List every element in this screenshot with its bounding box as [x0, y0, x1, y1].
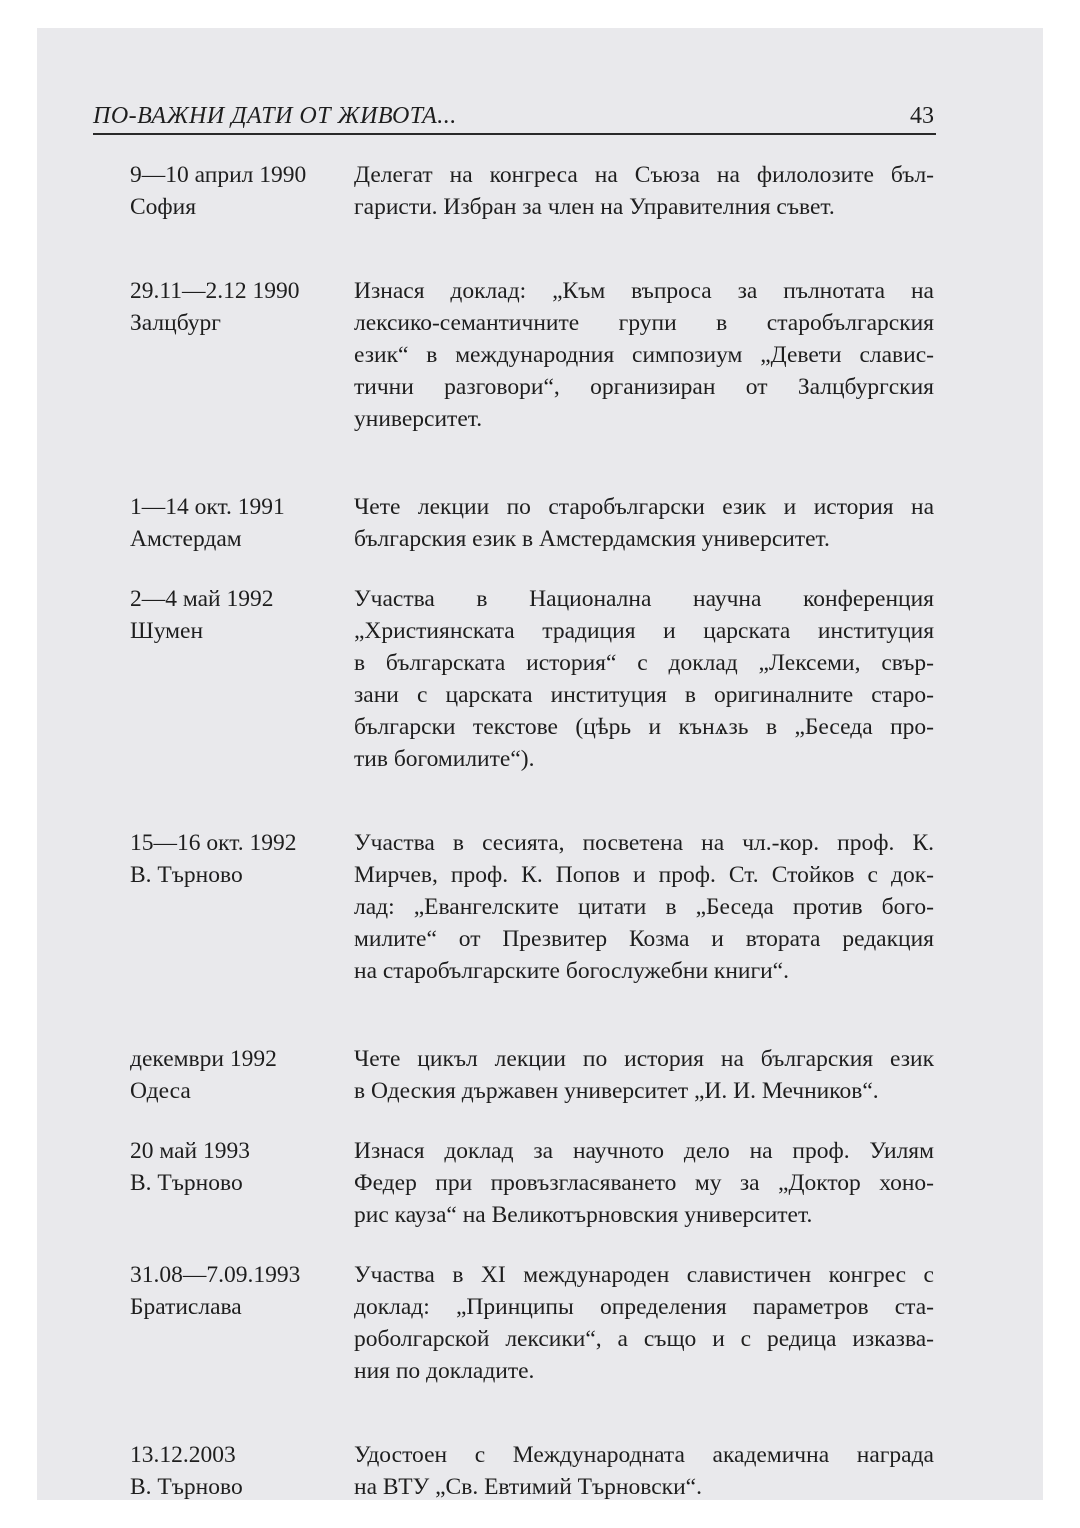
entry-place: В. Търново	[130, 862, 243, 888]
description-line: рис кауза“ на Великотърновския университет.	[354, 1202, 813, 1228]
chronology-entry	[130, 491, 936, 555]
description-line: ния по докладите.	[354, 1358, 535, 1384]
entry-place: Амстердам	[130, 526, 242, 552]
entry-description	[354, 1439, 934, 1503]
entry-place: Залцбург	[130, 310, 221, 336]
running-title: ПО-ВАЖНИ ДАТИ ОТ ЖИВОТА...	[93, 103, 457, 129]
description-line: Мирчев, проф. К. Попов и проф. Ст. Стойков с док-	[354, 862, 934, 888]
description-line: тив богомилите“).	[354, 746, 535, 772]
chronology-entry	[130, 827, 936, 987]
description-line: Участва в XI международен славистичен конгрес с	[354, 1262, 934, 1288]
entry-date-place	[130, 583, 340, 647]
description-line: доклад: „Принципы определения параметров ста-	[354, 1294, 934, 1320]
entry-description	[354, 491, 934, 555]
entry-date: 1—14 окт. 1991	[130, 494, 285, 520]
chronology-entry	[130, 275, 936, 435]
description-line: роболгарской лексики“, а също и с редица изказва-	[354, 1326, 934, 1352]
entry-date-place	[130, 1259, 340, 1323]
entry-description	[354, 1259, 934, 1387]
entry-description	[354, 1135, 934, 1231]
description-line: на старобългарските богослужебни книги“.	[354, 958, 789, 984]
entry-place: Братислава	[130, 1294, 242, 1320]
description-line: Участва в Национална научна конференция	[354, 586, 934, 612]
entry-date: 13.12.2003	[130, 1442, 236, 1468]
entry-date-place	[130, 1043, 340, 1107]
entry-date-place	[130, 827, 340, 891]
chronology-entry	[130, 1135, 936, 1231]
header-rule	[93, 133, 936, 135]
description-line: Делегат на конгреса на Съюза на филолозите бъл-	[354, 162, 934, 188]
entry-date-place	[130, 491, 340, 555]
entry-date-place	[130, 159, 340, 223]
description-line: лад: „Евангелските цитати в „Беседа против бого-	[354, 894, 934, 920]
description-line: Удостоен с Международната академична награда	[354, 1442, 934, 1468]
description-line: на ВТУ „Св. Евтимий Търновски“.	[354, 1474, 702, 1500]
entry-place: София	[130, 194, 197, 220]
description-line: Изнася доклад за научното дело на проф. Уилям	[354, 1138, 934, 1164]
chronology-entry	[130, 1259, 936, 1387]
entry-date-place	[130, 1439, 340, 1503]
description-line: милите“ от Презвитер Козма и втората редакция	[354, 926, 934, 952]
page-number: 43	[910, 103, 934, 129]
description-line: Чете лекции по старобългарски език и история на	[354, 494, 934, 520]
entry-description	[354, 827, 934, 987]
entry-date-place	[130, 275, 340, 339]
entry-date: 15—16 окт. 1992	[130, 830, 297, 856]
description-line: Федер при провъзгласяването му за „Доктор хоно-	[354, 1170, 934, 1196]
description-line: български текстове (цѣрь и кънѧзь в „Беседа про-	[354, 714, 934, 740]
description-line: лексико-семантичните групи в старобългарския	[354, 310, 934, 336]
description-line: гаристи. Избран за член на Управителния съвет.	[354, 194, 835, 220]
description-line: в Одеския държавен университет „И. И. Мечников“.	[354, 1078, 879, 1104]
entry-place: В. Търново	[130, 1170, 243, 1196]
chronology-entry	[130, 583, 936, 775]
chronology-entry	[130, 1439, 936, 1503]
description-line: зани с царската институция в оригиналните старо-	[354, 682, 934, 708]
entry-description	[354, 1043, 934, 1107]
chronology-entry	[130, 159, 936, 223]
entry-description	[354, 275, 934, 435]
entry-date: 29.11—2.12 1990	[130, 278, 300, 304]
entry-date: 20 май 1993	[130, 1138, 250, 1164]
entry-date: 31.08—7.09.1993	[130, 1262, 301, 1288]
chronology-list	[130, 159, 936, 1503]
entry-date: декември 1992	[130, 1046, 277, 1072]
entry-date-place	[130, 1135, 340, 1199]
description-line: Участва в сесията, посветена на чл.-кор. проф. К.	[354, 830, 934, 856]
entry-place: Одеса	[130, 1078, 191, 1104]
description-line: българския език в Амстердамския университет.	[354, 526, 830, 552]
description-line: в българската история“ с доклад „Лексеми, свър-	[354, 650, 934, 676]
description-line: език“ в международния симпозиум „Девети славис-	[354, 342, 934, 368]
entry-date: 2—4 май 1992	[130, 586, 274, 612]
entry-description	[354, 583, 934, 775]
description-line: Изнася доклад: „Към въпроса за пълнотата на	[354, 278, 934, 304]
entry-place: В. Търново	[130, 1474, 243, 1500]
description-line: „Християнската традиция и царската институция	[354, 618, 934, 644]
description-line: тични разговори“, организиран от Залцбургския	[354, 374, 934, 400]
entry-place: Шумен	[130, 618, 204, 644]
description-line: Чете цикъл лекции по история на българския език	[354, 1046, 934, 1072]
entry-description	[354, 159, 934, 223]
entry-date: 9—10 април 1990	[130, 162, 307, 188]
description-line: университет.	[354, 406, 483, 432]
chronology-entry	[130, 1043, 936, 1107]
